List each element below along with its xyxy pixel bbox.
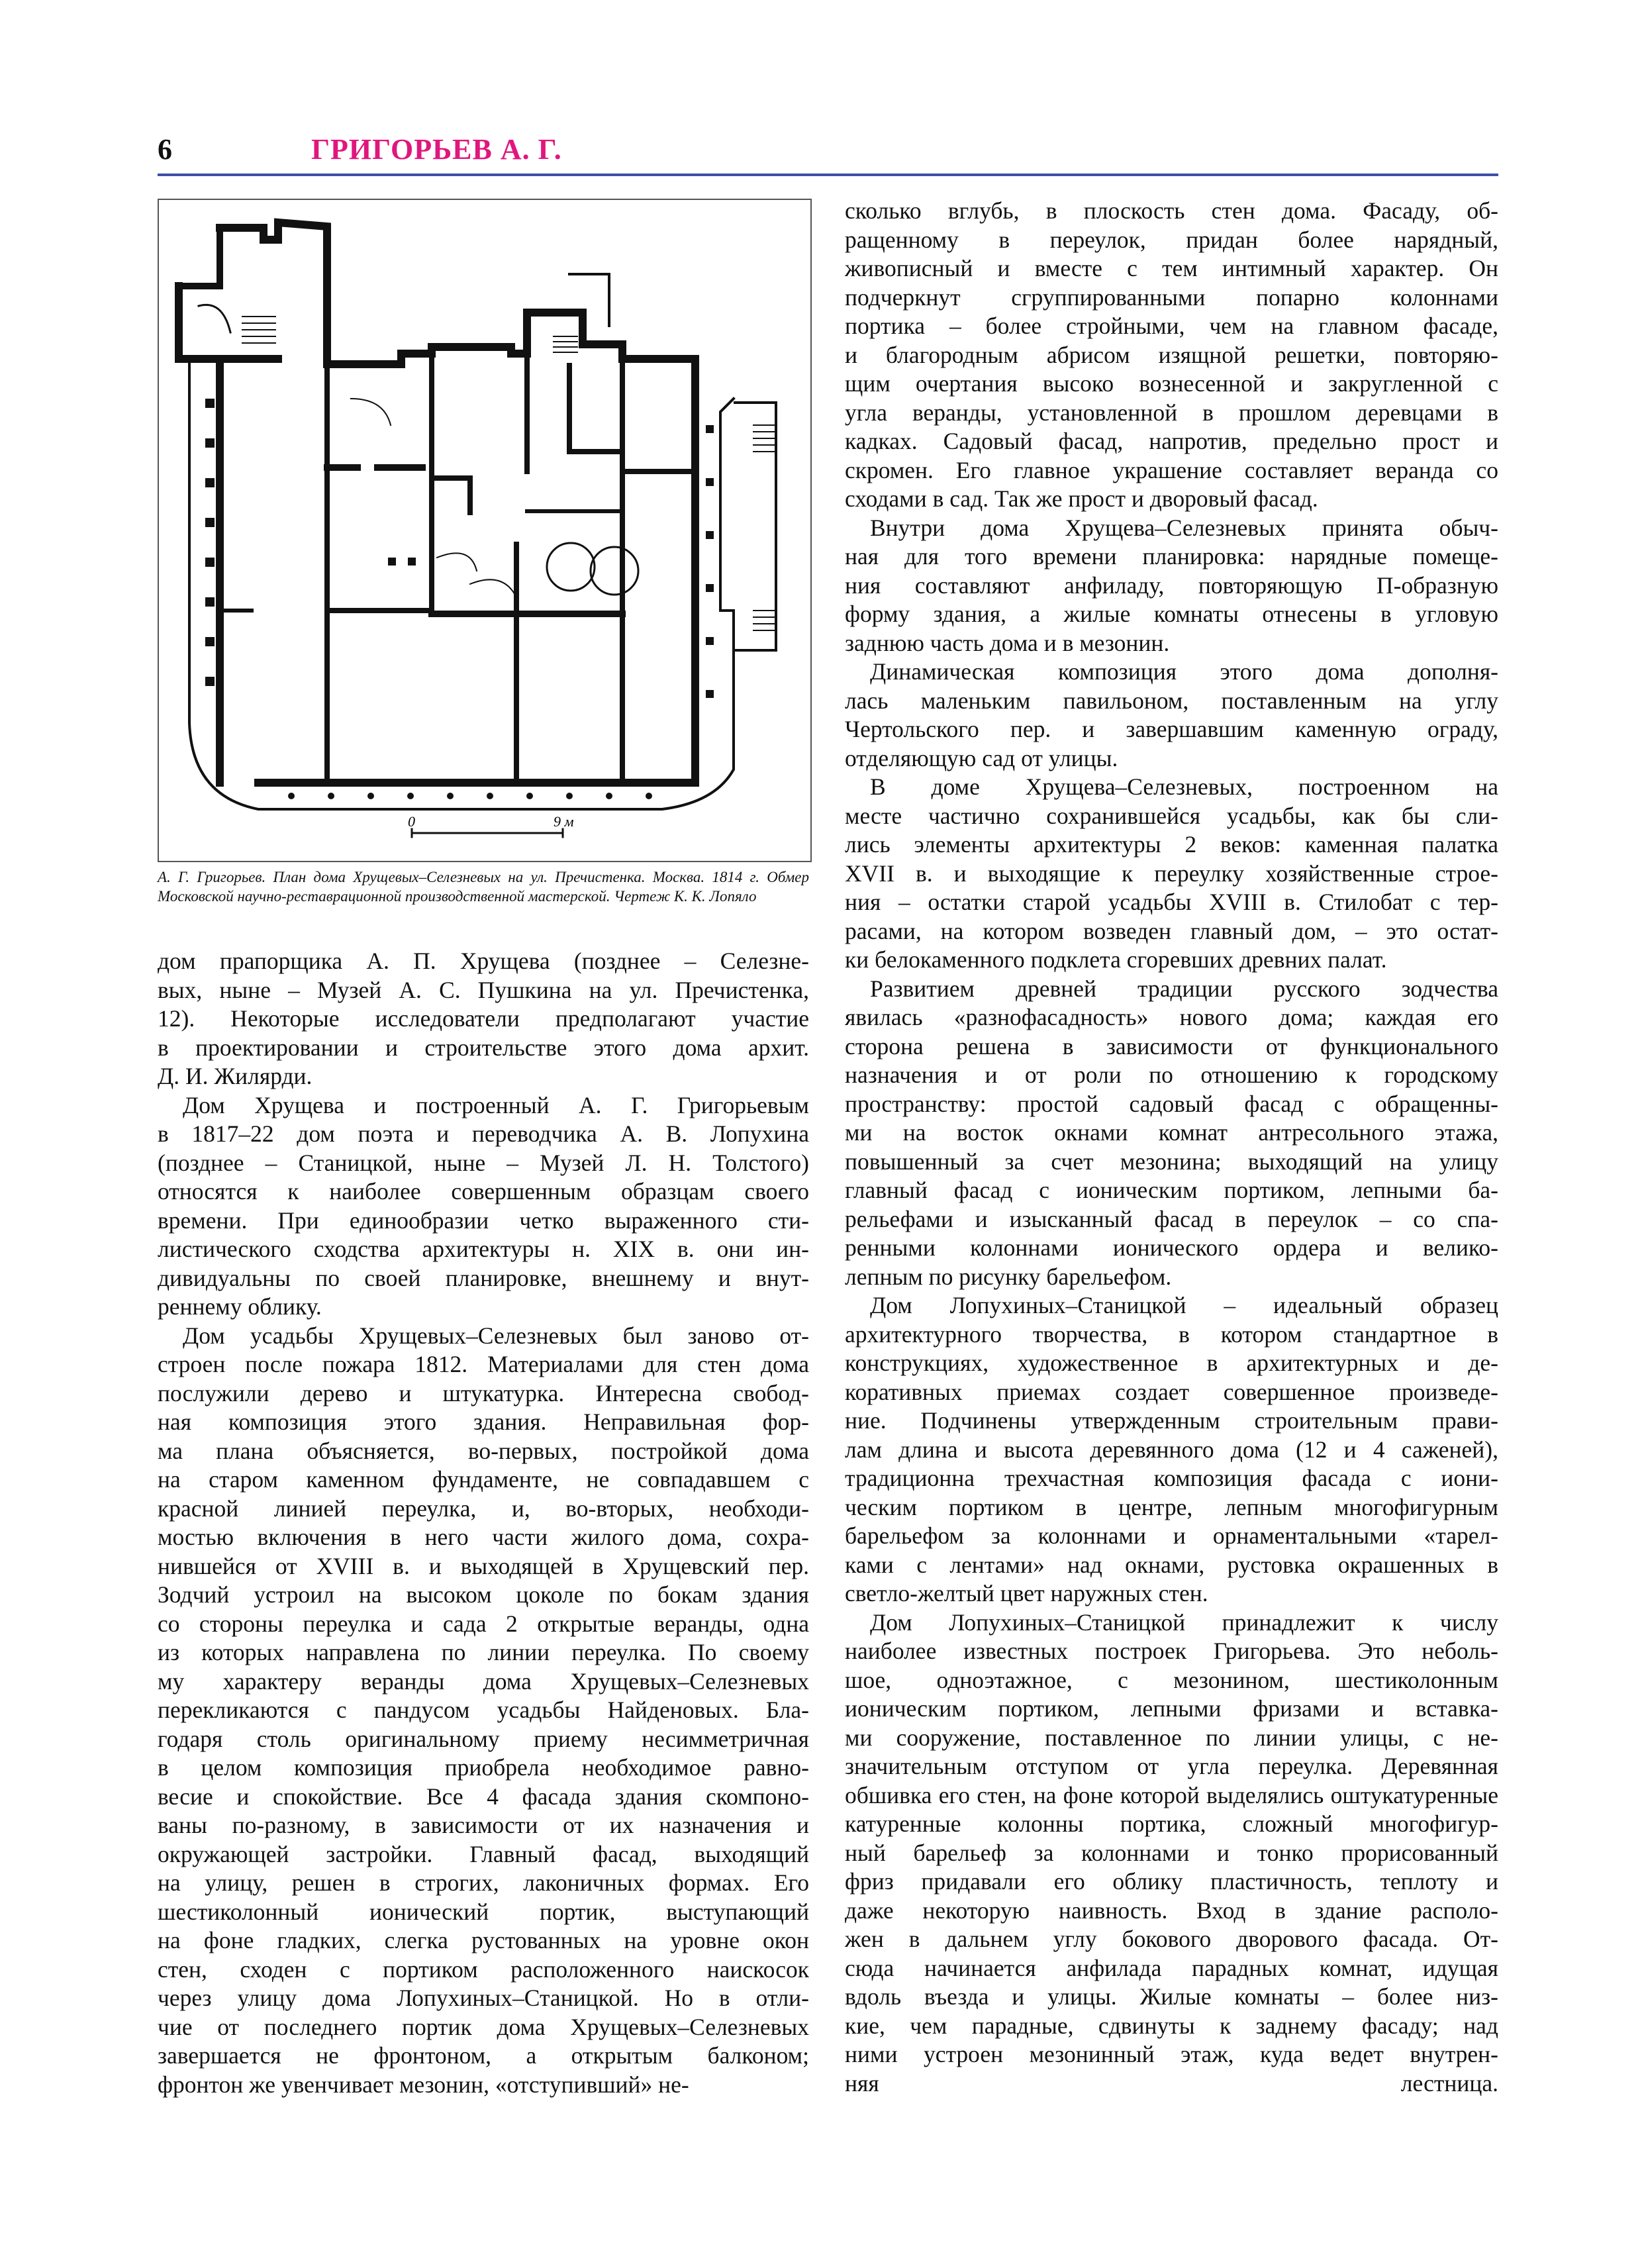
text-line: коративных приемах создает совершенное произведе- <box>845 1378 1498 1405</box>
text-line: чие от последнего портик дома Хрущевых–Селезневых <box>158 2013 809 2040</box>
text-line: ния – остатки старой усадьбы XVIII в. Стилобат с тер- <box>845 889 1498 915</box>
text-line: катуренные колонны портика, сложный многофигур- <box>845 1810 1498 1837</box>
text-line: значительным отступом от угла переулка. Деревянная <box>845 1753 1498 1779</box>
text-line: Дом Лопухиных–Станицкой – идеальный образец <box>870 1292 1498 1318</box>
text-line: ческим портиком в центре, лепным многофигурным <box>845 1493 1498 1520</box>
text-line: конструкциях, художественное в архитектурных и де- <box>845 1350 1498 1376</box>
text-line: нившейся от XVIII в. и выходящей в Хрущевский пер. <box>158 1552 809 1579</box>
text-line: Зодчий устроил на высоком цоколе по бокам здания <box>158 1581 809 1608</box>
text-line: XVII в. и выходящие к переулку хозяйственные строе- <box>845 860 1498 887</box>
text-line: ними устроен мезонинный этаж, куда ведет внутрен- <box>845 2041 1498 2067</box>
text-line: назначения и от роли по отношению к городскому <box>845 1061 1498 1088</box>
text-line: вдоль въезда и улицы. Жилые комнаты – более низ- <box>845 1983 1498 2010</box>
text-line: из которых направлена по линии переулка. По своему <box>158 1639 809 1665</box>
text-line: через улицу дома Лопухиных–Станицкой. Но в отли- <box>158 1985 809 2011</box>
text-line: барельефом за колоннами и орнаментальными «тарел- <box>845 1522 1498 1549</box>
text-line: ками с лентами» над окнами, рустовка окрашенных в <box>845 1551 1498 1578</box>
text-line: перекликаются с пандусом усадьбы Найденовых. Бла- <box>158 1697 809 1723</box>
text-line: обшивка его стен, на фоне которой выделялись оштукатуренные <box>845 1781 1498 1808</box>
text-line: ми сооружение, поставленное по линии улицы, с не- <box>845 1724 1498 1751</box>
text-line: на старом каменном фундаменте, не совпадавшем с <box>158 1466 809 1493</box>
text-line: жен в дальнем углу бокового дворового фасада. От- <box>845 1926 1498 1952</box>
text-line: расами, на котором возведен главный дом, – это остат- <box>845 917 1498 944</box>
scale-end-label: 9 м <box>554 813 574 830</box>
text-line: му характеру веранды дома Хрущевых–Селезневых <box>158 1667 809 1695</box>
text-line: ки белокаменного подклета сгоревших древних палат. <box>845 946 1387 973</box>
text-line: сходами в сад. Так же прост и дворовый фасад. <box>845 485 1318 512</box>
text-line: времени. При единообразии четко выраженного сти- <box>158 1207 809 1234</box>
text-line: пространству: простой садовый фасад с обращенны- <box>845 1090 1498 1117</box>
text-line: портика – более стройными, чем на главном фасаде, <box>845 313 1498 339</box>
text-line: Дом Лопухиных–Станицкой принадлежит к числу <box>870 1608 1498 1636</box>
text-line: завершается не фронтоном, а открытым балконом; <box>158 2042 809 2069</box>
text-line: живописный и вместе с тем интимный характер. Он <box>845 255 1498 281</box>
text-line: традиционна трехчастная композиция фасада с иони- <box>845 1465 1498 1491</box>
text-line: строен после пожара 1812. Материалами для стен дома <box>158 1351 809 1377</box>
text-line: послужили дерево и штукатурка. Интересна свобод- <box>158 1379 809 1406</box>
text-line: ми на восток окнами комнат антресольного этажа, <box>845 1119 1498 1146</box>
text-line: сторона решена в зависимости от функционального <box>845 1032 1498 1060</box>
text-line: мостью включения в него части жилого дома, сохра- <box>158 1524 809 1550</box>
text-line: скромен. Его главное украшение составляет веранда со <box>845 456 1498 483</box>
scale-zero-label: 0 <box>408 813 415 830</box>
text-line: со стороны переулка и сада 2 открытые веранды, одна <box>158 1610 809 1637</box>
text-line: ния составляют анфиладу, повторяющую П-образную <box>845 571 1498 599</box>
text-line: Дом Хрущева и построенный А. Г. Григорьевым <box>183 1091 809 1118</box>
text-line: вых, ныне – Музей А. С. Пушкина на ул. Пречистенка, <box>158 976 809 1003</box>
text-line: на фоне гладких, слегка рустованных на уровне окон <box>158 1927 809 1953</box>
text-line: в проектировании и строительстве этого дома архит. <box>158 1034 809 1061</box>
text-line: повышенный за счет мезонина; выходящий на улицу <box>845 1148 1498 1175</box>
floor-plan-figure <box>158 199 812 862</box>
text-line: архитектурного творчества, в котором стандартное в <box>845 1320 1498 1348</box>
figure-caption: А. Г. Григорьев. План дома Хрущевых–Селезневых на ул. Пречистенка. Москва. 1814 г. Обмер Московской научно-реставрационной производственной мастерской. Чертеж К. К. Лопяло <box>158 869 809 905</box>
text-line: Чертольского пер. и завершавшим каменную ограду, <box>845 716 1498 742</box>
text-line: даже некоторую наивность. Вход в здание располо- <box>845 1897 1498 1924</box>
running-title: ГРИГОРЬЕВ А. Г. <box>311 133 562 166</box>
text-line: и благородным абрисом изящной решетки, повторяю- <box>845 341 1498 368</box>
text-line: лепным по рисунку барельефом. <box>845 1263 1172 1290</box>
text-line: сколько вглубь, в плоскость стен дома. Фасаду, об- <box>845 197 1498 224</box>
text-line: в целом композиция приобрела необходимое равно- <box>158 1754 809 1781</box>
text-line: реннему облику. <box>158 1293 322 1320</box>
text-line: лам длина и высота деревянного дома (12 и 4 саженей), <box>845 1436 1498 1463</box>
text-line: главный фасад с ионическим портиком, лепными ба- <box>845 1177 1498 1203</box>
floor-plan-drawing <box>159 200 810 861</box>
text-line: дом прапорщика А. П. Хрущева (позднее – Селезне- <box>158 948 809 974</box>
text-line: на улицу, решен в строгих, лаконичных формах. Его <box>158 1869 809 1896</box>
text-line: (позднее – Станицкой, ныне – Музей Л. Н. Толстого) <box>158 1149 809 1176</box>
text-line: рельефами и изысканный фасад в переулок – со спа- <box>845 1205 1498 1232</box>
page-number: 6 <box>158 133 172 166</box>
text-line: листического сходства архитектуры н. XIX в. они ин- <box>158 1236 809 1262</box>
text-line: сюда начинается анфилада парадных комнат, идущая <box>845 1954 1498 1981</box>
text-line: относятся к наиболее совершенным образцам своего <box>158 1178 809 1205</box>
text-line: месте частично сохранившейся усадьбы, как бы сли- <box>845 802 1498 829</box>
text-line: отделяющую сад от улицы. <box>845 744 1118 771</box>
text-line: В доме Хрущева–Селезневых, построенном на <box>870 773 1498 800</box>
text-line: ращенному в переулок, придан более нарядный, <box>845 226 1498 253</box>
text-line: кие, чем парадные, сдвинуты к заднему фасаду; над <box>845 2012 1498 2039</box>
text-line: Дом усадьбы Хрущевых–Селезневых был заново от- <box>183 1322 809 1349</box>
text-line: шое, одноэтажное, с мезонином, шестиколонным <box>845 1666 1498 1693</box>
left-column <box>158 947 809 2099</box>
text-line: Д. И. Жилярди. <box>158 1063 313 1089</box>
text-line: ная для того времени планировка: нарядные помеще- <box>845 543 1498 569</box>
text-line: заднюю часть дома и в мезонин. <box>845 629 1170 656</box>
text-line: угла веранды, установленной в прошлом деревцами в <box>845 399 1498 426</box>
header-rule <box>158 173 1498 176</box>
text-line: Развитием древней традиции русского зодчества <box>870 975 1498 1002</box>
text-line: ная композиция этого здания. Неправильная фор- <box>158 1408 809 1435</box>
text-line: стен, сходен с портиком расположенного наискосок <box>158 1955 809 1983</box>
text-line: шестиколонный ионический портик, выступающий <box>158 1898 809 1925</box>
text-line: Динамическая композиция этого дома дополня- <box>870 658 1498 685</box>
text-line: красной линией переулка, и, во-вторых, необходи- <box>158 1495 809 1522</box>
text-line: годаря столь оригинальному приему несимметричная <box>158 1725 809 1752</box>
text-line: подчеркнут сгруппированными попарно колоннами <box>845 283 1498 311</box>
text-line: фронтон же увенчивает мезонин, «отступивший» не- <box>158 2071 689 2098</box>
text-line: Внутри дома Хрущева–Селезневых принята обыч- <box>870 514 1498 541</box>
text-line: ние. Подчинены утвержденным строительным прави- <box>845 1407 1498 1434</box>
text-line: явилась «разнофасадность» нового дома; каждая его <box>845 1004 1498 1030</box>
text-line: дивидуальны по своей планировке, внешнему и внут- <box>158 1264 809 1291</box>
text-line: щим очертания высоко вознесенной и закругленной с <box>845 370 1498 397</box>
text-line: ионическим портиком, лепными фризами и вставка- <box>845 1695 1498 1722</box>
text-line: наиболее известных построек Григорьева. Это неболь- <box>845 1638 1498 1664</box>
text-line: няя лестница. <box>845 2069 1498 2096</box>
text-line: окружающей застройки. Главный фасад, выходящий <box>158 1840 809 1867</box>
text-line: форму здания, а жилые комнаты отнесены в угловую <box>845 601 1498 627</box>
text-line: лись элементы архитектуры 2 веков: каменная палатка <box>845 831 1498 858</box>
text-line: ваны по-разному, в зависимости от их назначения и <box>158 1812 809 1838</box>
text-line: ный барельеф за колоннами и тонко прорисованный <box>845 1839 1498 1866</box>
text-line: кадках. Садовый фасад, напротив, предельно прост и <box>845 428 1498 454</box>
text-line: 12). Некоторые исследователи предполагают участие <box>158 1005 809 1032</box>
text-line: лась маленьким павильоном, поставленным на углу <box>845 687 1498 714</box>
text-line: ренными колоннами ионического ордера и велико- <box>845 1234 1498 1261</box>
text-line: ма плана объясняется, во-первых, постройкой дома <box>158 1437 809 1464</box>
right-column <box>845 197 1498 2098</box>
text-line: весие и спокойствие. Все 4 фасада здания скомпоно- <box>158 1783 809 1810</box>
text-line: светло-желтый цвет наружных стен. <box>845 1580 1208 1606</box>
text-line: в 1817–22 дом поэта и переводчика А. В. Лопухина <box>158 1120 809 1147</box>
text-line: фриз придавали его облику пластичность, теплоту и <box>845 1868 1498 1895</box>
